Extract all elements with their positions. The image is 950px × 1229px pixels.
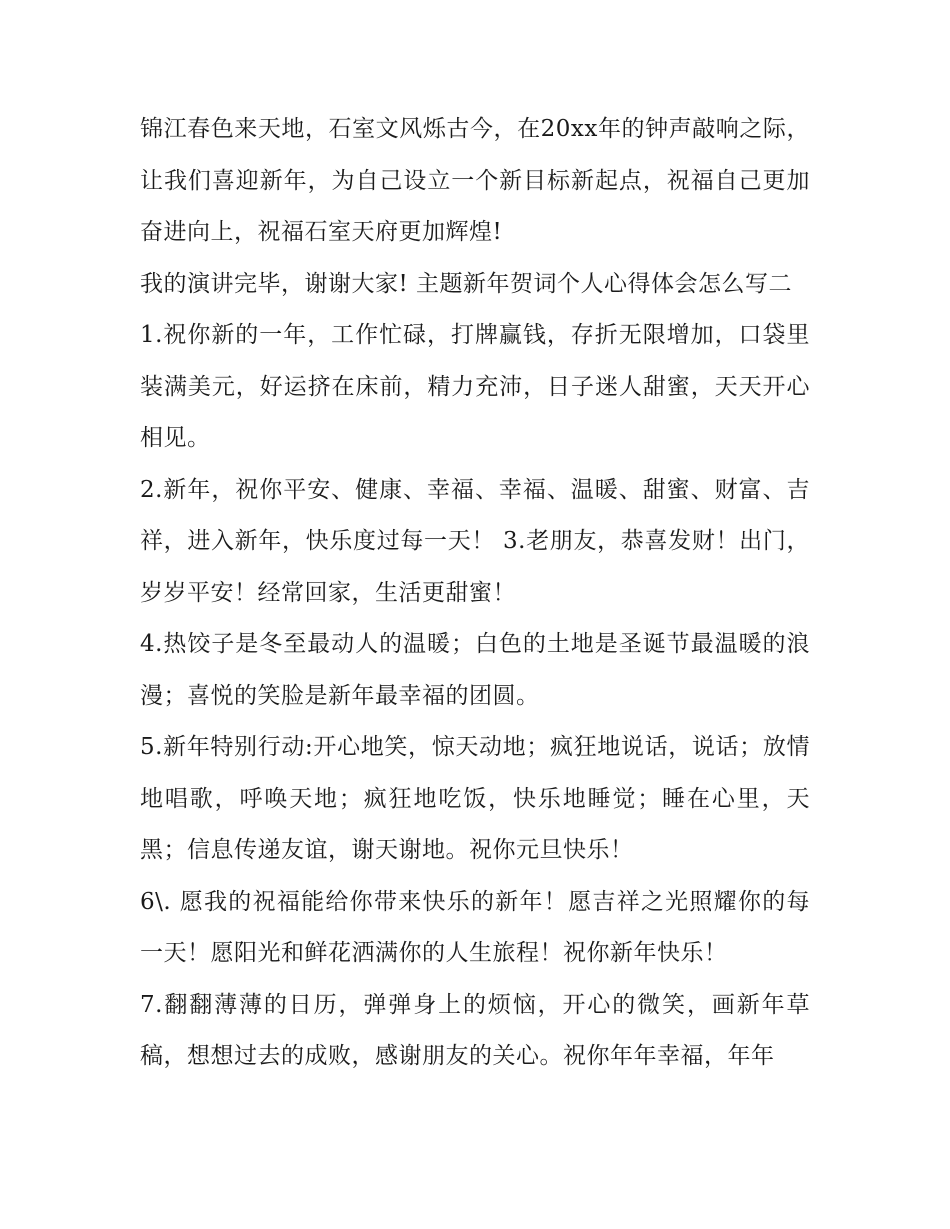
- paragraph-greeting-6: 6\. 愿我的祝福能给你带来快乐的新年！愿吉祥之光照耀你的每一天！愿阳光和鲜花洒满你的人生旅程！祝你新年快乐！: [140, 888, 810, 966]
- paragraph-greeting-2-3: 2.新年，祝你平安、健康、幸福、幸福、温暖、甜蜜、财富、吉祥，进入新年，快乐度过每一天！ 3.老朋友，恭喜发财！出门，岁岁平安！经常回家，生活更甜蜜！: [140, 476, 810, 606]
- document-body: [140, 104, 810, 1083]
- paragraph-greeting-7: 7.翻翻薄薄的日历，弹弹身上的烦恼，开心的微笑，画新年草稿，想想过去的成败，感谢朋友的关心。祝你年年幸福，年年: [140, 991, 810, 1069]
- paragraph-speech-end-and-title: 我的演讲完毕，谢谢大家! 主题新年贺词个人心得体会怎么写二: [140, 270, 793, 297]
- paragraph-new-year-speech-closing: 锦江春色来天地，石室文风烁古今，在20xx年的钟声敲响之际，让我们喜迎新年，为自己设立一个新目标新起点，祝福自己更加奋进向上，祝福石室天府更加辉煌!: [140, 116, 810, 245]
- paragraph-greeting-1: 1.祝你新的一年，工作忙碌，打牌赢钱，存折无限增加，口袋里装满美元，好运挤在床前，精力充沛，日子迷人甜蜜，天天开心相见。: [140, 322, 810, 451]
- paragraph-greeting-5: 5.新年特别行动:开心地笑，惊天动地；疯狂地说话，说话；放情地唱歌，呼唤天地；疯狂地吃饭，快乐地睡觉；睡在心里，天黑；信息传递友谊，谢天谢地。祝你元旦快乐！: [140, 734, 810, 863]
- paragraph-greeting-4: 4.热饺子是冬至最动人的温暖；白色的土地是圣诞节最温暖的浪漫；喜悦的笑脸是新年最幸福的团圆。: [140, 631, 810, 709]
